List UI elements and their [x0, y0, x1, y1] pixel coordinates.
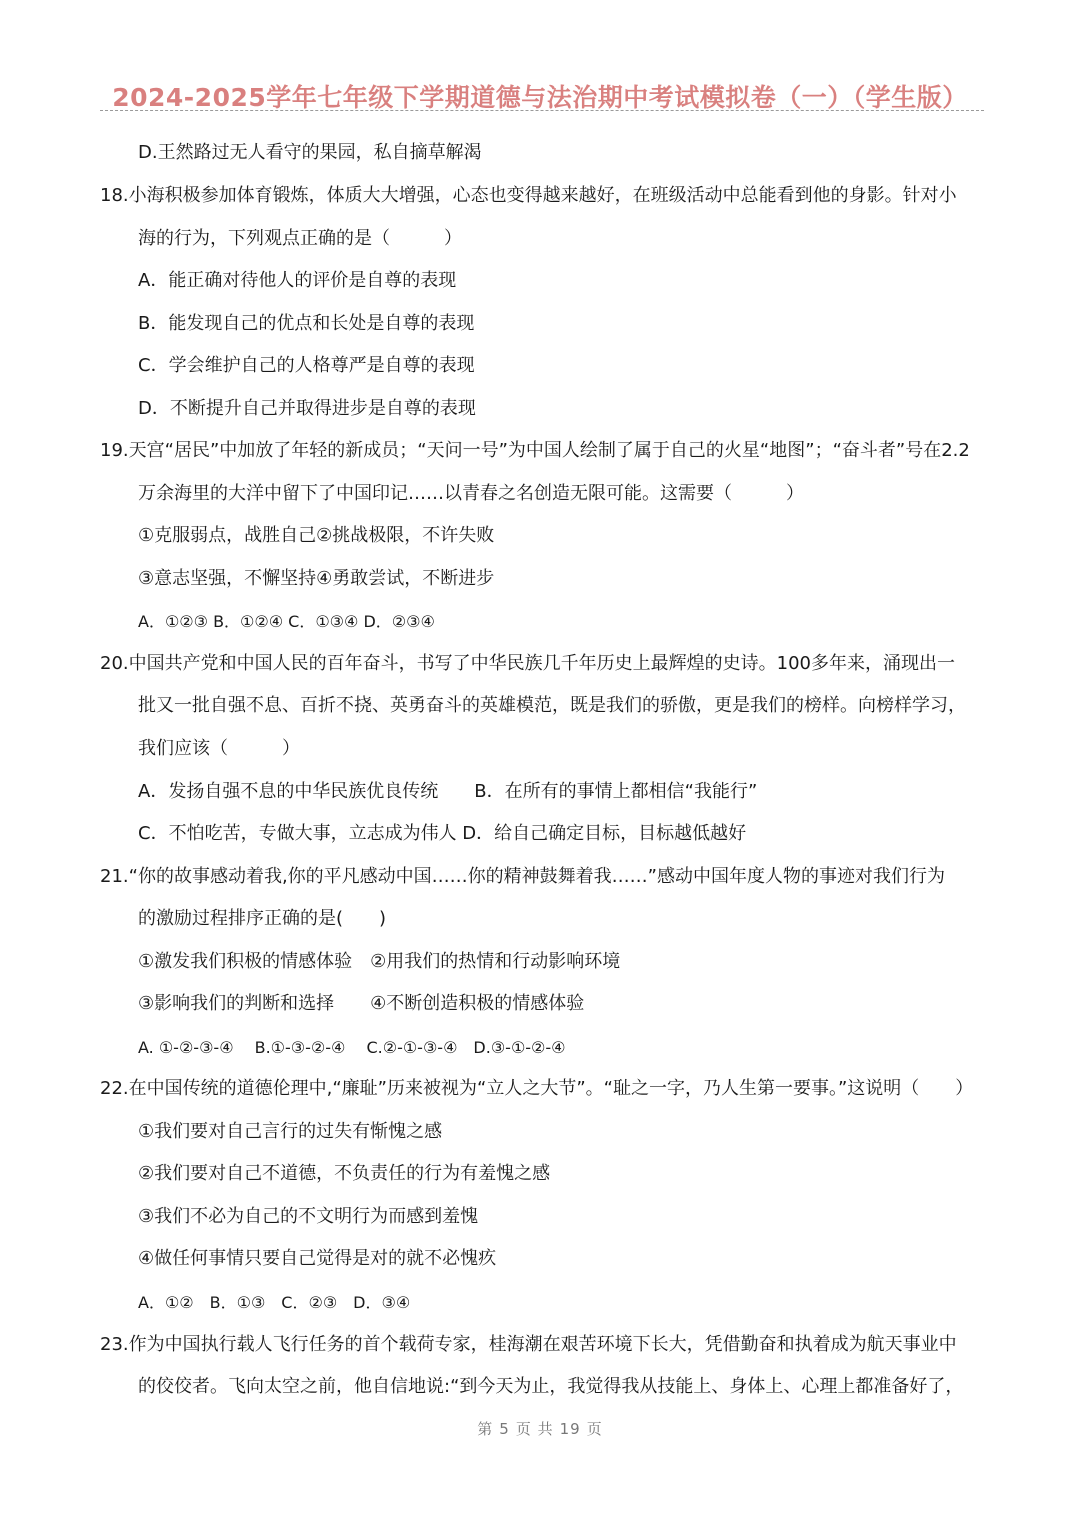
q20-options-c-d: C．不怕吃苦，专做大事，立志成为伟人 D．给自己确定目标，目标越低越好 [138, 823, 747, 844]
q23-stem-line-1: 23.作为中国执行载人飞行任务的首个载荷专家，桂海潮在艰苦环境下长大，凭借勤奋和执着成为航天事业中 [100, 1334, 957, 1355]
header-divider [100, 110, 984, 111]
footer-mid: 页 共 [515, 1420, 554, 1438]
q20-stem-line-3: 我们应该（ ） [138, 738, 300, 759]
q22-stem-line-1: 22.在中国传统的道德伦理中,“廉耻”历来被视为“立人之大节”。“耻之一字，乃人生第一要事。”这说明（ ） [100, 1078, 974, 1099]
q23-stem-line-2: 的佼佼者。飞向太空之前，他自信地说:“到今天为止，我觉得我从技能上、身体上、心理上都准备好了， [138, 1376, 964, 1397]
q20-stem-line-2: 批又一批自强不息、百折不挠、英勇奋斗的英雄模范，既是我们的骄傲，更是我们的榜样。向榜样学习， [138, 695, 966, 716]
q22-item-4: ④做任何事情只要自己觉得是对的就不必愧疚 [138, 1248, 497, 1269]
q21-stem-line-1: 21.“你的故事感动着我,你的平凡感动中国……你的精神鼓舞着我……”感动中国年度人物的事迹对我们行为 [100, 866, 945, 887]
q22-item-3: ③我们不必为自己的不文明行为而感到羞愧 [138, 1206, 479, 1227]
q17-option-d: D.王然路过无人看守的果园，私自摘草解渴 [138, 142, 482, 163]
q20-stem-line-1: 20.中国共产党和中国人民的百年奋斗，书写了中华民族几千年历史上最辉煌的史诗。100多年来，涌现出一 [100, 653, 955, 674]
q22-options: A．①② B．①③ C．②③ D．③④ [138, 1293, 411, 1312]
footer-suffix: 页 [586, 1420, 603, 1438]
q19-stem-line-1: 19.天宫“居民”中加放了年轻的新成员；“天问一号”为中国人绘制了属于自己的火星“地图”；“奋斗者”号在2.2 [100, 440, 970, 461]
q21-options: A. ①-②-③-④ B.①-③-②-④ C.②-①-③-④ D.③-①-②-④ [138, 1038, 566, 1057]
q18-option-d: D．不断提升自己并取得进步是自尊的表现 [138, 398, 476, 419]
page-footer [0, 1418, 1080, 1439]
footer-total-pages: 19 [559, 1420, 581, 1438]
q18-stem-line-2: 海的行为，下列观点正确的是（ ） [138, 228, 462, 249]
q18-stem-line-1: 18.小海积极参加体育锻炼，体质大大增强，心态也变得越来越好，在班级活动中总能看到他的身影。针对小 [100, 185, 957, 206]
q19-item-1-2: ①克服弱点，战胜自己②挑战极限，不许失败 [138, 525, 495, 546]
q19-item-3-4: ③意志坚强，不懈坚持④勇敢尝试，不断进步 [138, 568, 495, 589]
q21-stem-line-2: 的激励过程排序正确的是( ) [138, 908, 387, 929]
q22-item-2: ②我们要对自己不道德，不负责任的行为有羞愧之感 [138, 1163, 551, 1184]
footer-page-number: 5 [499, 1420, 510, 1438]
q20-options-a-b: A．发扬自强不息的中华民族优良传统 B．在所有的事情上都相信“我能行” [138, 781, 758, 802]
footer-prefix: 第 [477, 1420, 494, 1438]
document-title: 2024-2025学年七年级下学期道德与法治期中考试模拟卷（一）（学生版） [112, 83, 968, 112]
q18-option-a: A．能正确对待他人的评价是自尊的表现 [138, 270, 457, 291]
q22-item-1: ①我们要对自己言行的过失有惭愧之感 [138, 1121, 443, 1142]
q18-option-c: C．学会维护自己的人格尊严是自尊的表现 [138, 355, 475, 376]
q21-item-3-4: ③影响我们的判断和选择 ④不断创造积极的情感体验 [138, 993, 585, 1014]
q19-stem-line-2: 万余海里的大洋中留下了中国印记……以青春之名创造无限可能。这需要（ ） [138, 483, 804, 504]
q21-item-1-2: ①激发我们积极的情感体验 ②用我们的热情和行动影响环境 [138, 951, 621, 972]
q18-option-b: B．能发现自己的优点和长处是自尊的表现 [138, 313, 475, 334]
q19-options: A．①②③ B．①②④ C．①③④ D．②③④ [138, 612, 435, 631]
